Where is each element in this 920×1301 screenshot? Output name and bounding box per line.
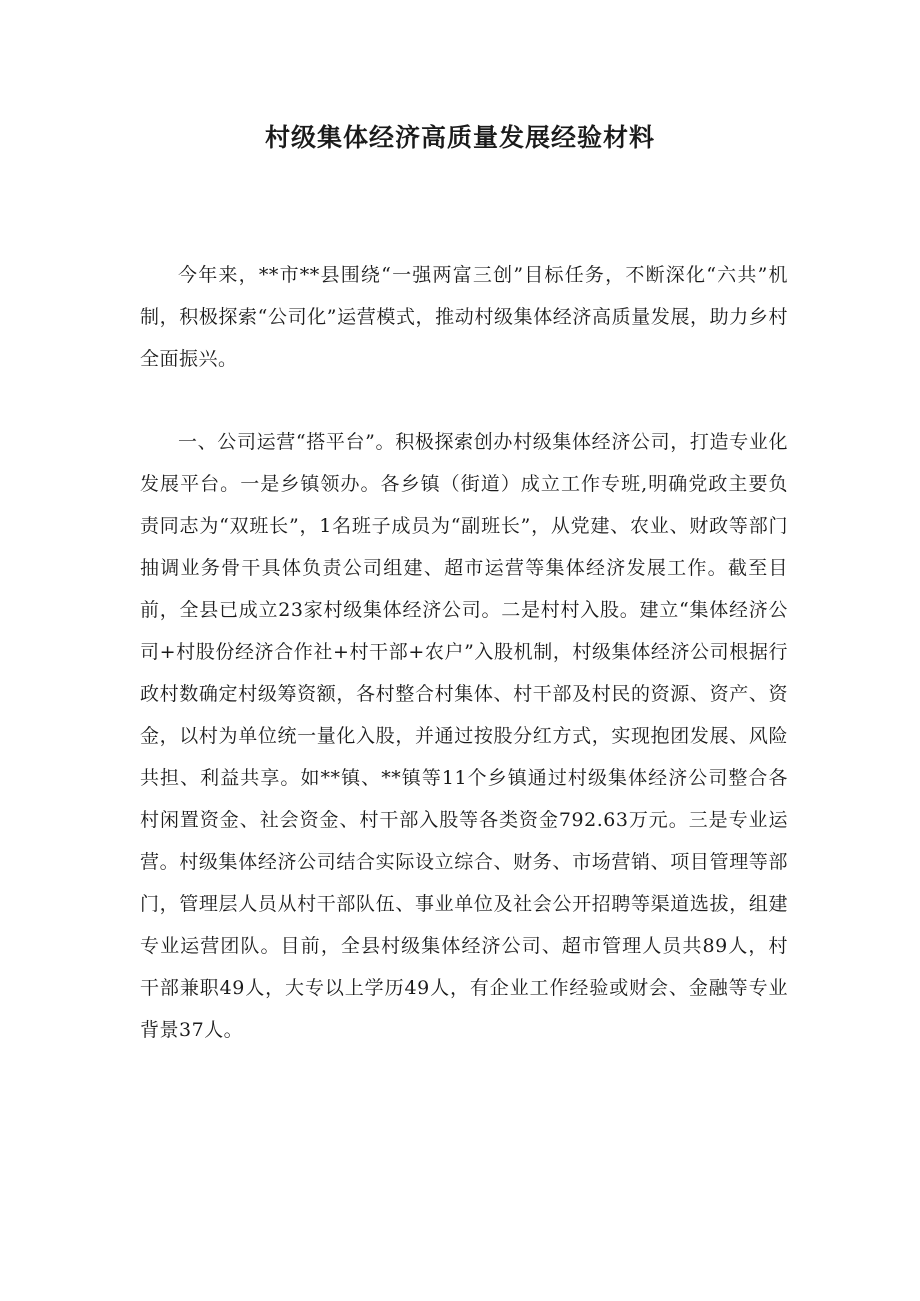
section-one-paragraph: 一、公司运营“搭平台”。积极探索创办村级集体经济公司，打造专业化发展平台。一是乡镇领办。各乡镇（街道）成立工作专班,明确党政主要负责同志为“双班长”，1名班子成员为“副班长”，从党建、农业、财政等部门抽调业务骨干具体负责公司组建、超市运营等集体经济发展工作。截至目前，全县已成立23家村级集体经济公司。二是村村入股。建立“集体经济公司+村股份经济合作社+村干部+农户”入股机制，村级集体经济公司根据行政村数确定村级筹资额，各村整合村集体、村干部及村民的资源、资产、资金，以村为单位统一量化入股，并通过按股分红方式，实现抱团发展、风险共担、利益共享。如**镇、**镇等11个乡镇通过村级集体经济公司整合各村闲置资金、社会资金、村干部入股等各类资金792.63万元。三是专业运营。村级集体经济公司结合实际设立综合、财务、市场营销、项目管理等部门，管理层人员从村干部队伍、事业单位及社会公开招聘等渠道选拔，组建专业运营团队。目前，全县村级集体经济公司、超市管理人员共89人，村干部兼职49人，大专以上学历49人，有企业工作经验或财会、金融等专业背景37人。	[140, 431, 788, 1041]
document-title: 村级集体经济高质量发展经验材料	[264, 123, 655, 152]
intro-paragraph: 今年来，**市**县围绕“一强两富三创”目标任务，不断深化“六共”机制，积极探索“公司化”运营模式，推动村级集体经济高质量发展，助力乡村全面振兴。	[140, 264, 788, 370]
